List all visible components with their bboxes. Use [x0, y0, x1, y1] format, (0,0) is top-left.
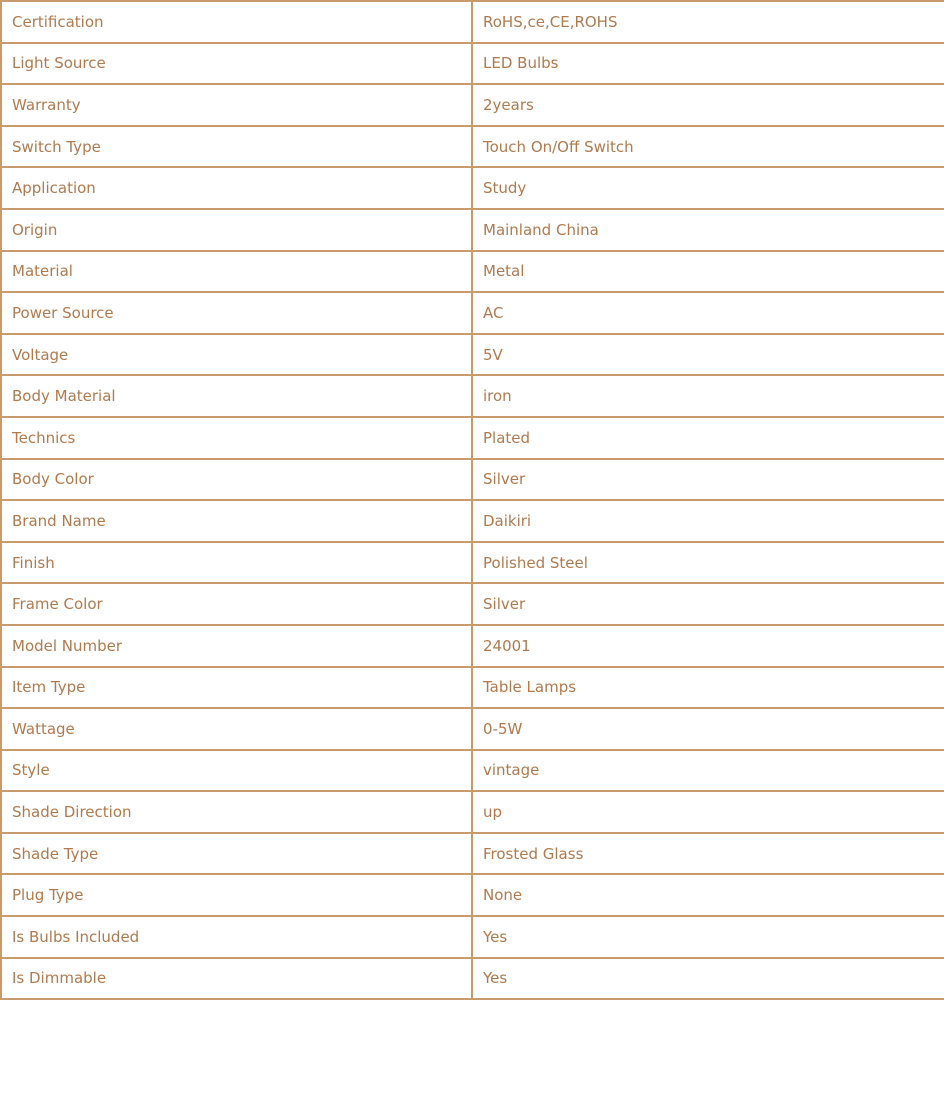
spec-label: Technics	[1, 417, 472, 459]
spec-row	[1, 251, 944, 293]
spec-label: Brand Name	[1, 500, 472, 542]
spec-value: Polished Steel	[472, 542, 944, 584]
spec-row	[1, 791, 944, 833]
spec-label: Style	[1, 750, 472, 792]
spec-row	[1, 459, 944, 501]
spec-value: vintage	[472, 750, 944, 792]
spec-row	[1, 375, 944, 417]
spec-label: Finish	[1, 542, 472, 584]
spec-label: Frame Color	[1, 583, 472, 625]
spec-row	[1, 667, 944, 709]
spec-row	[1, 292, 944, 334]
spec-label: Material	[1, 251, 472, 293]
spec-label: Wattage	[1, 708, 472, 750]
spec-label: Shade Direction	[1, 791, 472, 833]
spec-value: Silver	[472, 459, 944, 501]
spec-row	[1, 84, 944, 126]
spec-value: Mainland China	[472, 209, 944, 251]
spec-value: Metal	[472, 251, 944, 293]
spec-value: Touch On/Off Switch	[472, 126, 944, 168]
spec-label: Voltage	[1, 334, 472, 376]
spec-label: Application	[1, 167, 472, 209]
spec-label: Certification	[1, 1, 472, 43]
spec-value: 24001	[472, 625, 944, 667]
spec-row	[1, 583, 944, 625]
spec-row	[1, 874, 944, 916]
spec-label: Shade Type	[1, 833, 472, 875]
spec-row	[1, 916, 944, 958]
spec-row	[1, 334, 944, 376]
spec-value: AC	[472, 292, 944, 334]
spec-label: Plug Type	[1, 874, 472, 916]
spec-row	[1, 43, 944, 85]
spec-row	[1, 209, 944, 251]
spec-label: Is Dimmable	[1, 958, 472, 1000]
spec-value: 5V	[472, 334, 944, 376]
spec-label: Switch Type	[1, 126, 472, 168]
spec-row	[1, 833, 944, 875]
spec-label: Model Number	[1, 625, 472, 667]
spec-row	[1, 958, 944, 1000]
spec-row	[1, 542, 944, 584]
spec-row	[1, 625, 944, 667]
spec-value: LED Bulbs	[472, 43, 944, 85]
spec-row	[1, 708, 944, 750]
spec-value: 0-5W	[472, 708, 944, 750]
spec-value: Frosted Glass	[472, 833, 944, 875]
spec-label: Body Color	[1, 459, 472, 501]
spec-value: iron	[472, 375, 944, 417]
spec-value: Yes	[472, 958, 944, 1000]
spec-label: Item Type	[1, 667, 472, 709]
spec-value: Plated	[472, 417, 944, 459]
spec-label: Origin	[1, 209, 472, 251]
spec-label: Light Source	[1, 43, 472, 85]
spec-row	[1, 167, 944, 209]
spec-value: None	[472, 874, 944, 916]
spec-table-body	[1, 1, 944, 999]
spec-label: Body Material	[1, 375, 472, 417]
spec-row	[1, 1, 944, 43]
spec-label: Power Source	[1, 292, 472, 334]
spec-value: Study	[472, 167, 944, 209]
spec-value: Silver	[472, 583, 944, 625]
spec-value: RoHS,ce,CE,ROHS	[472, 1, 944, 43]
spec-value: 2years	[472, 84, 944, 126]
spec-row	[1, 126, 944, 168]
spec-label: Warranty	[1, 84, 472, 126]
spec-value: Table Lamps	[472, 667, 944, 709]
spec-value: Daikiri	[472, 500, 944, 542]
spec-label: Is Bulbs Included	[1, 916, 472, 958]
spec-value: Yes	[472, 916, 944, 958]
spec-row	[1, 750, 944, 792]
spec-row	[1, 417, 944, 459]
spec-row	[1, 500, 944, 542]
spec-value: up	[472, 791, 944, 833]
